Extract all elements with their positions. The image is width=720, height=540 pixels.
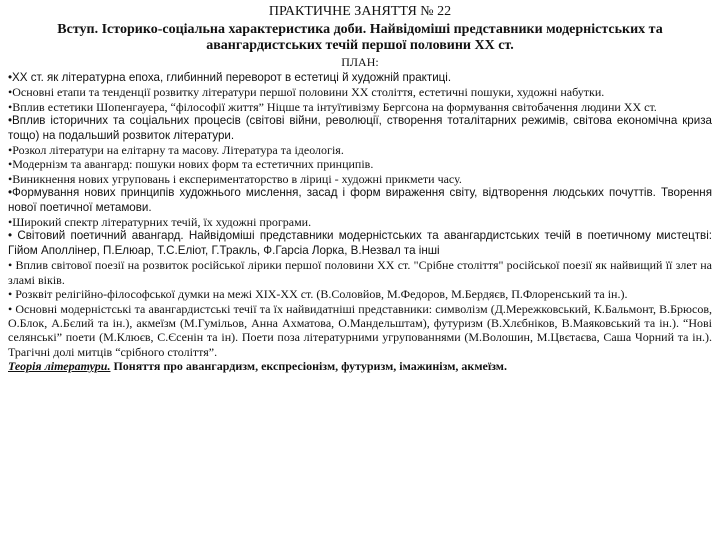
theory-line [8, 359, 712, 373]
theory-text: Поняття про авангардизм, експресіонізм, футуризм, імажинізм, акмеїзм. [110, 359, 507, 374]
plan-item: • Світовий поетичний авангард. Найвідоміші представники модерністських та авангардистських течій в поетичному мистецтві: Гійом Аполлінер, П.Елюар, Т.С.Еліот, Г.Тракль, Ф.Гарсіа Лорка, В.Незвал та інші [8, 229, 712, 257]
plan-item: •Вплив естетики Шопенгауера, “філософії життя” Ніцше та інтуїтивізму Бергсона на формування світобачення людини ХХ ст. [8, 99, 657, 114]
plan-item: •Модернізм та авангард: пошуки нових форм та естетичних принципів. [8, 157, 374, 172]
plan-heading: ПЛАН: [341, 55, 379, 69]
theory-link[interactable]: Теорія літератури. [8, 359, 111, 374]
plan-item: • Основні модерністські та авангардистські течії та їх найвидатніші представники: символізм (Д.Мережковський, К.Бальмонт, В.Брюсов, О.Блок, А.Бєлий та ін.), акмеїзм (М.Гумільов, Анна Ахматова, О.Мандельштам), футуризм (В.Хлєбніков, В.Маяковський та ін.). “Нові селянські” поети (М.Клюєв, С.Єсенін та ін). Поети поза літературними угрупованнями (М.Волошин, М.Цвєтаєва, Саша Чорний та ін.). Трагічні долі митців “срібного століття”. [8, 301, 712, 359]
plan-item: •Формування нових принципів художнього мислення, засад і форм вираження світу, відтворення людських почуттів. Творення нової поетичної метамови. [8, 186, 712, 214]
plan-item: •Основні етапи та тенденції розвитку літератури першої половини ХХ століття, естетичні пошуки, художні набутки. [8, 85, 605, 100]
plan-item: •ХХ ст. як літературна епоха, глибинний переворот в естетиці й художній практиці. [8, 71, 452, 84]
plan-item: •Виникнення нових угруповань і експериментаторство в ліриці - художні прикмети часу. [8, 171, 462, 186]
plan-item: •Розкол літератури на елітарну та масову. Література та ідеологія. [8, 143, 344, 158]
plan-item: •Широкий спектр літературних течій, їх художні програми. [8, 215, 312, 230]
plan-list [8, 71, 712, 374]
plan-item: •Вплив історичних та соціальних процесів (світові війни, революції, створення тоталітарних режимів, світова економічна криза тощо) на подальший розвиток літератури. [8, 114, 712, 142]
plan-item: • Вплив світової поезії на розвиток російської лірики першої половини ХХ ст. "Срібне століття" російської поезії як найвищий її злет на зламі віків. [8, 258, 712, 287]
page-subtitle: Вступ. Історико-соціальна характеристика доби. Найвідоміші представники модерністських та авангардистських течій першої половини ХХ ст. [57, 22, 663, 53]
plan-item: • Розквіт релігійно-філософської думки на межі ХІХ-ХХ ст. (В.Соловйов, М.Федоров, М.Бердяєв, П.Флоренський та ін.). [8, 287, 628, 302]
page-title: ПРАКТИЧНЕ ЗАНЯТТЯ № 22 [268, 4, 452, 19]
